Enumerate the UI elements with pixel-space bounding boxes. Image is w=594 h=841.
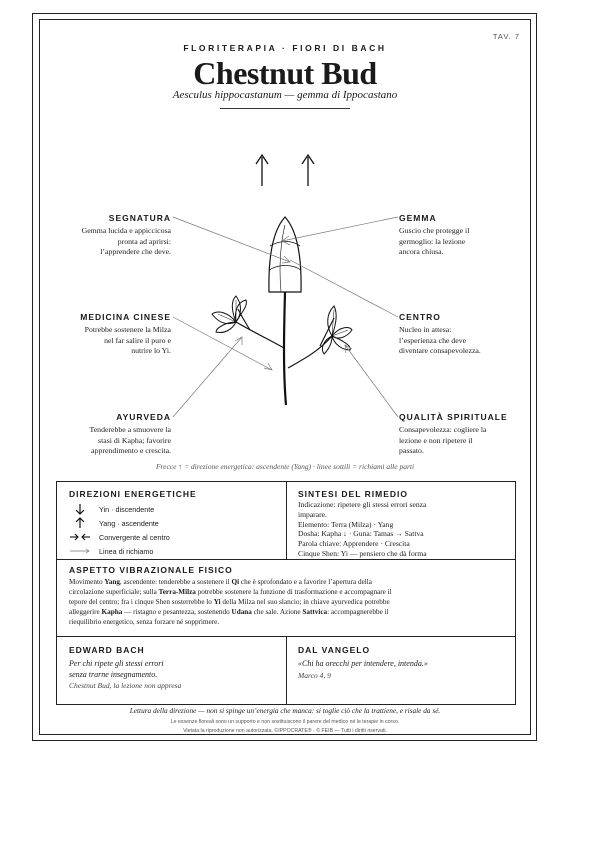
vangelo-quote: «Chi ha orecchi per intendere, intenda.» bbox=[298, 659, 428, 668]
left-leaf-cluster bbox=[212, 296, 246, 333]
direzioni-legend bbox=[69, 503, 279, 557]
label-gemma-text: Guscio che protegge il germoglio: la lezione ancora chiusa. bbox=[399, 226, 470, 256]
box-divider-bottom bbox=[286, 636, 287, 705]
label-gemma-title: GEMMA bbox=[399, 213, 437, 223]
bach-title: EDWARD BACH bbox=[69, 645, 145, 655]
sintesi-text: Indicazione: ripetere gli stessi errori senza imparare. Elemento: Terra (Milza) · Yang Dosha: Kapha ↓ · Guna: Tamas → Sattva Parola chiave: Apprendere · Crescita Cinque Shen: Yi — pensiero che dà forma bbox=[298, 500, 427, 558]
label-medicina-text: Potrebbe sostenere la Milza nel far salire il puro e nutrire lo Yi. bbox=[84, 325, 171, 355]
footer-disclaimer: Le essenze floreali sono un supporto e non sostituiscono il parere del medico né le terapie in corso. bbox=[170, 719, 400, 725]
arrow-up-left-icon bbox=[256, 155, 268, 186]
aspetto-title: ASPETTO VIBRAZIONALE FISICO bbox=[69, 565, 233, 575]
bud bbox=[269, 217, 301, 292]
legend-yin: Yin · discendente bbox=[69, 503, 279, 515]
vangelo-title: DAL VANGELO bbox=[298, 645, 371, 655]
footer-reading-note: Lettura della direzione — non si spinge un’energia che manca: si toglie ciò che la trattiene, e risale da sé. bbox=[129, 706, 441, 715]
vangelo-source: Marco 4, 9 bbox=[298, 671, 331, 680]
label-ayurveda-text: Tenderebbe a smuovere la stasi di Kapha; favorire apprendimento e crescita. bbox=[89, 425, 171, 455]
box-divider-top bbox=[286, 481, 287, 559]
arrow-up-icon bbox=[69, 517, 91, 529]
stem bbox=[284, 292, 286, 405]
diagram-caption: Frecce ↑ = direzione energetica: ascendente (Yang) · linee sottili = richiami alle parti bbox=[155, 462, 415, 471]
label-segnatura-text: Gemma lucida e appiccicosa pronta ad aprirsi: l’apprendere che deve. bbox=[81, 226, 171, 256]
label-qualita-title: QUALITÀ SPIRITUALE bbox=[399, 412, 508, 422]
footer-copyright: Vietata la riproduzione non autorizzata. ©IPPOCRATE® · © FEIB — Tutti i diritti riservati. bbox=[183, 728, 387, 734]
bach-quote: Per chi ripete gli stessi errori senza trarne insegnamento. bbox=[69, 659, 164, 679]
box-hline-1 bbox=[56, 559, 516, 560]
direzioni-title: DIREZIONI ENERGETICHE bbox=[69, 489, 197, 499]
page-title: Chestnut Bud bbox=[193, 55, 377, 91]
legend-richiamo: Linea di richiamo bbox=[69, 545, 279, 557]
kicker: FLORITERAPIA · FIORI DI BACH bbox=[183, 43, 387, 53]
plate-number: TAV. 7 bbox=[492, 32, 520, 41]
converge-arrows-icon bbox=[69, 531, 91, 543]
bach-source: Chestnut Bud, la lezione non appresa bbox=[69, 681, 182, 690]
arrow-up-right-icon bbox=[302, 155, 314, 186]
sintesi-title: SINTESI DEL RIMEDIO bbox=[298, 489, 408, 499]
label-centro-text: Nucleo in attesa: l’esperienza che deve diventare consapevolezza. bbox=[399, 325, 481, 355]
label-ayurveda-title: AYURVEDA bbox=[116, 412, 171, 422]
legend-convergente: Convergente al centro bbox=[69, 531, 279, 543]
label-medicina-title: MEDICINA CINESE bbox=[80, 312, 171, 322]
label-segnatura-title: SEGNATURA bbox=[108, 213, 171, 223]
legend-yang: Yang · ascendente bbox=[69, 517, 279, 529]
arrow-down-icon bbox=[69, 503, 91, 515]
aspetto-text: Movimento Yang, ascendente: tenderebbe a sostenere il Qi che è sprofondato e a favorire l’apertura della circolazione superficiale; sulla Terra-Milza potrebbe sostenere la funzione di trasformazione e accompagnare il tepore del centro; fra i cinque Shen sosterrebbe lo Yi della Milza nel suo slancio; in chiave ayurvedica potrebbe alleggerire Kapha — ristagno e pesantezza, sostenendo Udana che sale. Azione Sattvica: accompagnerebbe il riequilibrio energetico, senza forzare né sopprimere. bbox=[69, 578, 392, 626]
subtitle: Aesculus hippocastanum — gemma di Ippocastano bbox=[172, 89, 398, 101]
label-qualita-text: Consapevolezza: cogliere la lezione e non ripetere il passato. bbox=[399, 425, 487, 455]
label-centro-title: CENTRO bbox=[399, 312, 441, 322]
thin-arrow-icon bbox=[69, 545, 91, 557]
